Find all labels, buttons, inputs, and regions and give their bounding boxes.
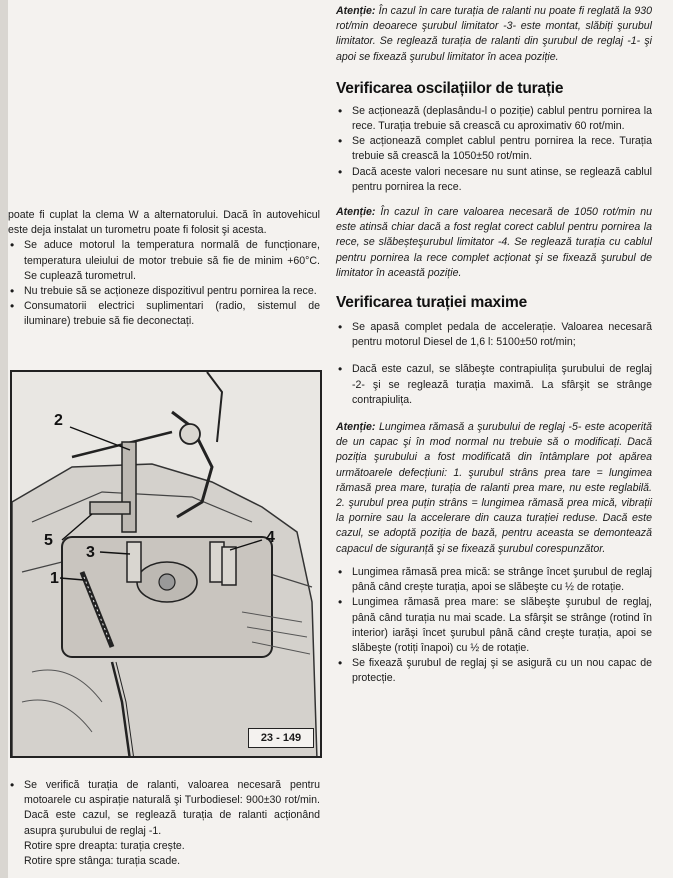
idle-check-list	[8, 778, 320, 839]
rotation-right-line: Rotire spre dreapta: turația crește.	[24, 839, 185, 852]
list-item: • Se fixează şurubul de reglaj şi se asigură cu un nou capac de protecție.	[336, 656, 652, 686]
heading-speed-oscillations: Verificarea oscilațiilor de turație	[336, 79, 564, 97]
rotation-left-line: Rotire spre stânga: turația scade.	[24, 855, 181, 868]
list-item: • Lungimea rămasă prea mare: se slăbeşte şurubul de reglaj, până când turația nu mai scade. La sfârşit se strânge (rotind în interior) iarăşi încet şurubul până când creşte turația, apoi se slăbeşte (rotiți înapoi) cu ½ de rotație.	[336, 595, 652, 656]
figure-label-3: 3	[86, 544, 95, 561]
figure-label-2: 2	[54, 412, 63, 429]
scan-edge-shadow	[0, 0, 8, 878]
left-column-bottom	[8, 778, 320, 869]
note-cold-start	[336, 205, 652, 281]
oscillation-checks-list	[336, 104, 652, 195]
list-item: • Consumatorii electrici suplimentari (radio, sistemul de iluminare) trebuie să fie deconectați.	[8, 299, 320, 329]
list-item: • Dacă este cazul, se slăbeşte contrapiulița şurubului de reglaj -2- şi se reglează turația maximă. La sfârşit se strânge contrapiulița.	[336, 362, 652, 408]
figure-label-5: 5	[44, 532, 53, 549]
note-idle-limiter	[336, 4, 652, 65]
figure-id: 23 - 149	[248, 728, 314, 748]
note-label: Atenție:	[336, 206, 376, 219]
intro-paragraph: poate fi cuplat la clema W a alternatorului. Dacă în autovehicul este deja instalat un turometru poate fi folosit şi acesta.	[8, 209, 320, 237]
list-item: • Se verifică turația de ralanti, valoarea necesară pentru motoarele cu aspirație naturală şi Turbodiesel: 900±30 rot/min. Dacă este cazul, se reglează turația de ralanti acționând asupra şurubului de reglaj -1.	[8, 778, 320, 839]
note-text: În cazul în care turația de ralanti nu poate fi reglată la 930 rot/min deoarece şurubul limitator -3- este montat, slăbiți şurubul limitator. Se reglează turația de ralanti din şurubul de reglaj -1- şi apoi se fixează şurubul limitator în acea poziție.	[336, 5, 652, 63]
figure-label-4: 4	[266, 529, 275, 546]
list-item: • Se aduce motorul la temperatura normală de funcționare, temperatura uleiului de motor trebuie să fie de minim +60°C. Se cuplează turometrul.	[8, 238, 320, 284]
note-label: Atenție:	[336, 5, 376, 17]
note-text: În cazul în care valoarea necesară de 1050 rot/min nu este atinsă chiar dacă a fost reglat corect cablul pentru pornirea la rece, se slăbeșteşurubul limitator -4. Se reglează turația cu cablul pentru pornirea la rece complet acționat şi se fixează şurubul de limitator în această poziție.	[336, 206, 652, 279]
list-item: • Se apasă complet pedala de accelerație. Valoarea necesară pentru motorul Diesel de 1,6 l: 5100±50 rot/min;	[336, 320, 652, 350]
injection-pump-figure	[10, 370, 322, 758]
right-column	[336, 4, 652, 687]
list-item: • Dacă aceste valori necesare nu sunt atinse, se reglează cablul pentru pornirea la rece.	[336, 165, 652, 195]
list-item: • Se acționează (deplasându-l o poziție) cablul pentru pornirea la rece. Turația trebuie să crească cu aproximativ 60 rot/min.	[336, 104, 652, 134]
preparation-list	[8, 238, 320, 329]
figure-label-1: 1	[50, 570, 59, 587]
list-item: • Nu trebuie să se acționeze dispozitivul pentru pornirea la rece.	[8, 284, 320, 299]
screw-length-list	[336, 565, 652, 687]
left-column-top	[8, 208, 320, 330]
list-item: • Se acționează complet cablul pentru pornirea la rece. Turația trebuie să crească la 1050±50 rot/min.	[336, 134, 652, 164]
max-speed-list	[336, 320, 652, 408]
note-text: Lungimea rămasă a şurubului de reglaj -5- este acoperită de un capac şi în mod normal nu trebuie să o modificați. Dacă poziția şurubului a fost modificată din întâmplare pot apărea următoarele defecțiuni: 1. şurubul strâns prea tare = lungimea rămasă prea mare, turația de ralanti prea mare, nu este reglabilă. 2. şurubul prea puțin strâns = lungimea rămasă prea mică, vibrații la pornire sau la accelerare din cauza turației reduse. Dacă este cazul, se adoptă poziția de bază, pentru aceasta se demontează capacul de siguranță şi se fixează şurubul corespunzător.	[336, 421, 652, 555]
list-item: • Lungimea rămasă prea mică: se strânge încet şurubul de reglaj până când crește turația, apoi se slăbeşte cu ½ de rotație.	[336, 565, 652, 595]
heading-max-speed: Verificarea turației maxime	[336, 294, 528, 312]
note-label: Atenție:	[336, 421, 376, 434]
note-adjust-screw	[336, 420, 652, 557]
